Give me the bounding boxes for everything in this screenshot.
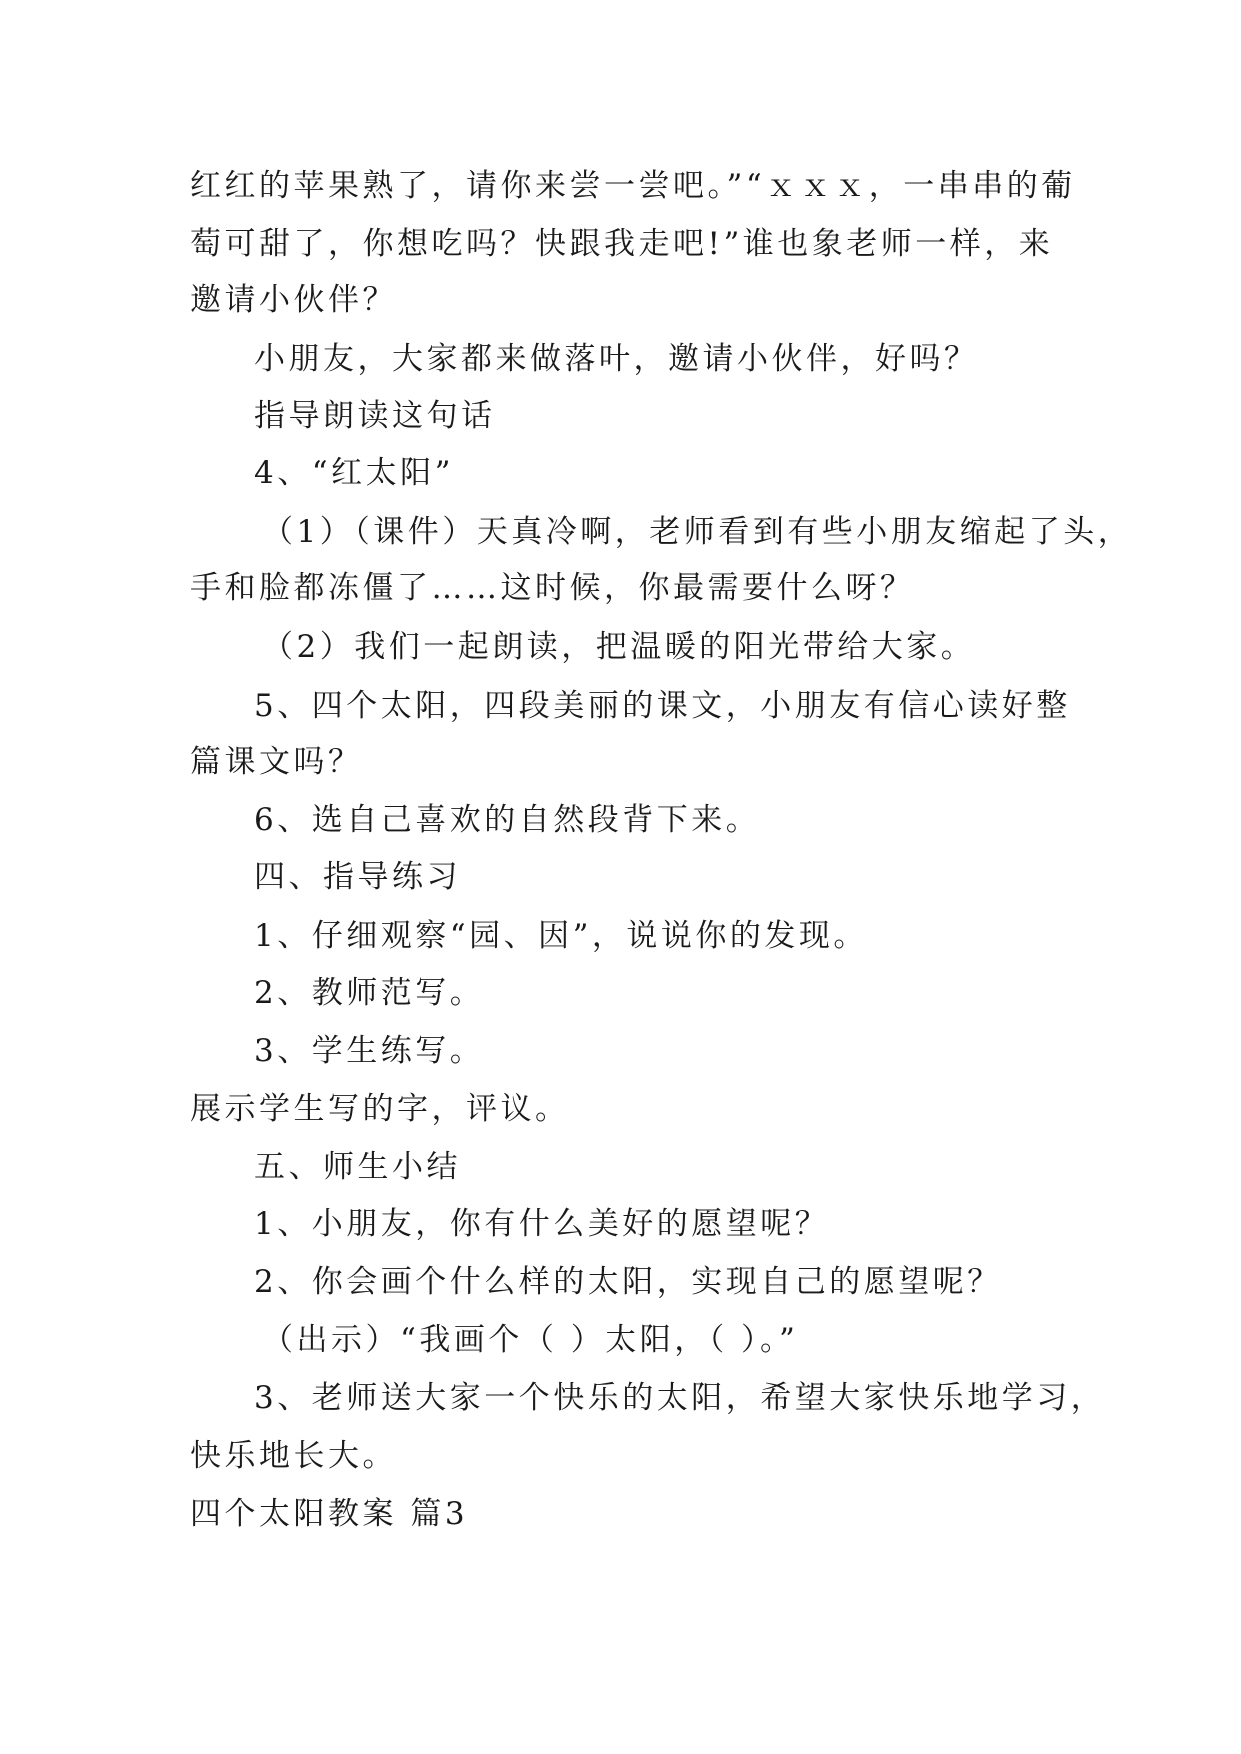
paragraph-line: 邀请小伙伴？ [190,282,397,318]
paragraph-line: （2）我们一起朗读，把温暖的阳光带给大家。 [262,629,976,665]
paragraph-line: 2、你会画个什么样的太阳，实现自己的愿望呢？ [254,1264,1002,1300]
paragraph-line: 小朋友，大家都来做落叶，邀请小伙伴，好吗？ [254,341,979,377]
paragraph-line: 3、老师送大家一个快乐的太阳，希望大家快乐地学习， [254,1380,1106,1416]
document-section-title: 四个太阳教案 篇3 [190,1496,469,1532]
paragraph-line: 快乐地长大。 [190,1438,397,1474]
paragraph-line: 篇课文吗？ [190,744,363,780]
paragraph-line: （1）（课件）天真冷啊，老师看到有些小朋友缩起了头， [262,514,1133,550]
paragraph-line: 萄可甜了，你想吃吗？快跟我走吧!”谁也象老师一样，来 [190,226,1054,262]
section-heading: 四、指导练习 [254,859,461,895]
paragraph-line: 手和脸都冻僵了……这时候，你最需要什么呀？ [190,570,915,606]
paragraph-line: 3、学生练写。 [254,1033,485,1069]
paragraph-line: 2、教师范写。 [254,975,485,1011]
section-heading: 五、师生小结 [254,1149,461,1185]
paragraph-line: 展示学生写的字，评议。 [190,1091,570,1127]
paragraph-line: 1、仔细观察“园、因”，说说你的发现。 [254,918,868,954]
paragraph-line: 1、小朋友，你有什么美好的愿望呢？ [254,1206,830,1242]
paragraph-line: 6、选自己喜欢的自然段背下来。 [254,802,761,838]
paragraph-line: 红红的苹果熟了，请你来尝一尝吧。”“ｘｘｘ，一串串的葡 [190,168,1076,204]
section-heading: 4、“红太阳” [254,455,454,491]
paragraph-line: 5、四个太阳，四段美丽的课文，小朋友有信心读好整 [254,688,1071,724]
paragraph-line: （出示）“我画个（ ）太阳，（ ）。” [262,1322,799,1358]
paragraph-line: 指导朗读这句话 [254,398,496,434]
